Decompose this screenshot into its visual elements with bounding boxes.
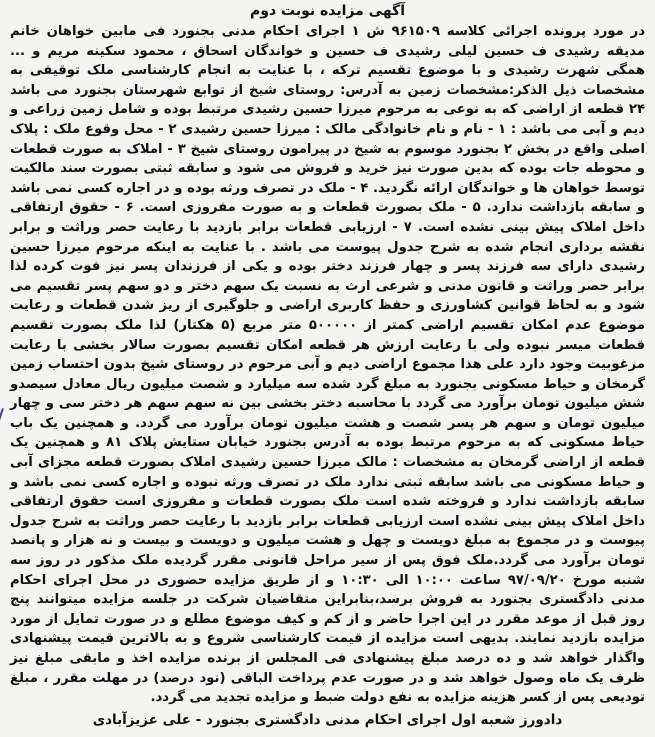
notice-signature: دادورز شعبه اول اجرای احکام مدنی دادگستری بجنورد - علی عزیزآبادی [92,711,563,728]
notice-body: در مورد پرونده اجرائی کلاسه ۹۶۱۵۰۹ ش ۱ اجرای احکام مدنی بجنورد فی مابین خواهان خانم مدیقه رشیدی ف حسین لیلی رشیدی ف حسین و خواندگان اسحاق ، محمود سکینه مریم و ... همگی شهرت رشیدی و با موضوع تقسیم ترکه ، با عنایت به انجام کارشناسی ملک توقیفی به مشخصات ذیل الذکر:مشخصات زمین به آدرس: روستای شیخ از توابع شهرستان بجنورد می باشد ۲۴ قطعه از اراضی که به نوعی به مرحوم میرزا حسین رشیدی مرتبط بوده و شامل زمین زراعی و دیم و آبی می باشد : ۱ - نام و نام خانوادگی مالک : میرزا حسین رشیدی ۲ - محل وقوع ملک : پلاک اصلی واقع در بخش ۲ بجنورد موسوم به شیخ در پیرامون روستای شیخ ۳ - املاک به صورت قطعات و محوطه جات بوده که بدین صورت نیز خرید و فروش می شود و سابقه ثبتی بصورت سند مالکیت توسط خواهان ها و خواندگان ارائه نگردید. ۴ - ملک در تصرف ورثه بوده و در اجاره کسی نمی باشد و سابقه بازداشت ندارد. ۵ - ملک بصورت قطعات و به صورت مفروزی است. ۶ - حقوق ارتفاقی داخل املاک پیش بینی نشده است. ۷ - ارزیابی قطعات برابر بازدید با رعایت حصر وراثت و برابر نقشه برداری انجام شده به شرح جدول پیوست می باشد . با عنایت به اینکه مرحوم میرزا حسین رشیدی دارای سه فرزند پسر و چهار فرزند دختر بوده و یکی از فرزندان پسر نیز فوت کرده لذا برابر حصر وراثت و قانون مدنی و شرعی ارث به نسبت یک سهم دختر و دو سهم پسر تقسیم می شود و به لحاظ قوانین کشاورزی و حفظ کاربری اراضی و جلوگیری از ریز شدن قطعات و رعایت موضوع عدم امکان تقسیم اراضی کمتر از ۵۰۰۰۰۰ متر مربع (۵ هکتار) لذا ملک بصورت تقسیم قطعات میسر نبوده ولی با رعایت ارزش هر قطعه امکان تقسیم بصورت سالار بخشی با رعایت مرغوبیت وجود دارد علی هذا مجموع اراضی دیم و آبی مرحوم در روستای شیخ بدون احتساب زمین گرمخان و حیاط مسکونی بجنورد به مبلغ گرد شده سه میلیارد و شصت میلیون ریال معادل سیصدو شش میلیون تومان برآورد می گردد با محاسبه دختر بخشی بین نه سهم سهم هر دختر سی و چهار میلیون تومان و سهم هر پسر شصت و هشت میلیون تومان برآورد می گردد. و همچنین یک باب حیاط مسکونی که به مرحوم مرتبط بوده به آدرس بجنورد خیابان ستایش پلاک ۸۱ و همچنین یک قطعه از اراضی گرمخان به مشخصات : مالک میرزا حسین رشیدی املاک بصورت قطعه مجزای آبی و حیاط مسکونی می باشد سابقه ثبتی ندارد ملک در تصرف ورثه نبوده و اجاره کسی نمی باشد و سابقه بازداشت ندارد و فروخته شده است ملک بصورت قطعات و مفروزی است حقوق ارتفاقی داخل املاک پیش بینی نشده است ارزیابی قطعات برابر بازدید با رعایت حصر وراثت به شرح جدول پیوست و در مجموع به مبلغ دویست و چهل و هشت میلیون و دویست و بیست و نه هزار و پانصد تومان برآورد می گردد.ملک فوق پس از سیر مراحل قانونی مقرر گردیده ملک مذکور در روز سه شنبه مورخ ۹۷/۰۹/۲۰ ساعت ۱۰:۰۰ الی ۱۰:۳۰ و از طریق مزایده حضوری در محل اجرای احکام مدنی دادگستری بجنورد به فروش برسد،بنابراین متقاضیان شرکت در جلسه مزایده میتوانند پنج روز قبل از موعد مقرر در این اجرا حاضر و از کم و کیف موضوع مطلع و در صورت تمایل از مورد مزایده بازدید نمایند. بدیهی است مزایده از قیمت کارشناسی شروع و به بالاترین قیمت پیشنهادی واگذار خواهد شد و ده درصد مبلغ پیشنهادی فی المجلس از برنده مزایده اخذ و مابقی مبلغ نیز ظرف یک ماه وصول خواهد شد و در صورت عدم پرداخت الباقی (نود درصد) در مهلت مقرر ، مبلغ تودیعی پس از کسر هزینه مزایده به نفع دولت ضبط و مزایده تجدید می گردد. [10,24,646,706]
notice-title: آگهی مزایده نوبت دوم [249,3,405,19]
margin-pen-mark [0,408,4,471]
